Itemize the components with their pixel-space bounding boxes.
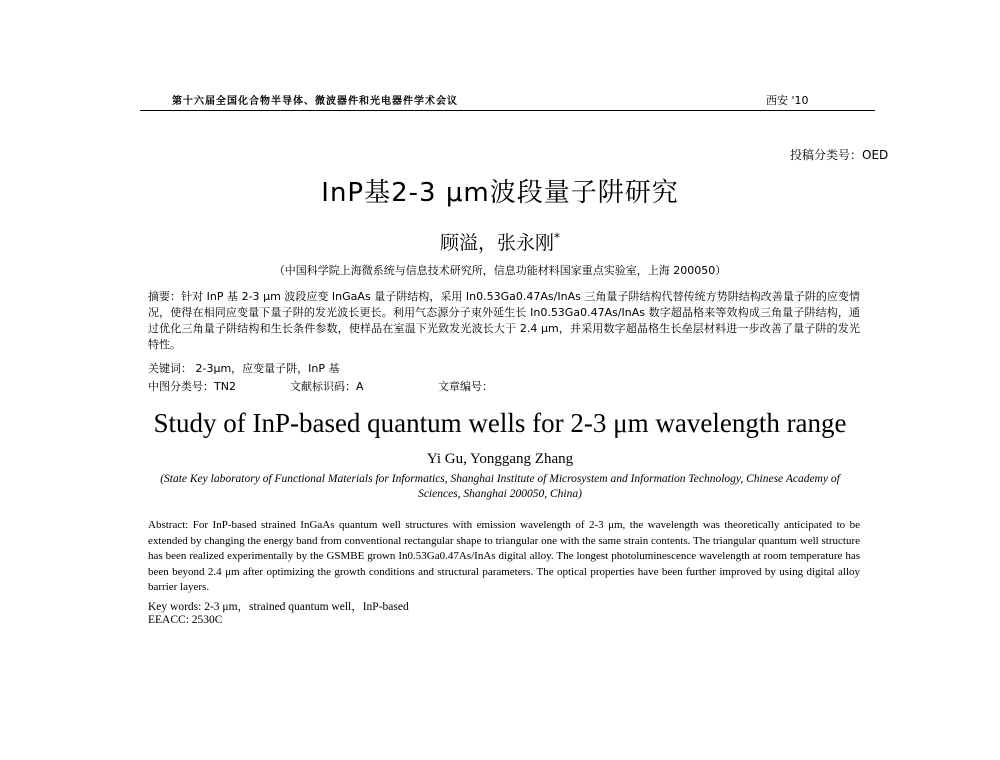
header-rule bbox=[140, 110, 875, 111]
chinese-affiliation: （中国科学院上海微系统与信息技术研究所，信息功能材料国家重点实验室，上海 200050） bbox=[273, 264, 727, 277]
conference-location: 西安 '10 bbox=[766, 94, 809, 107]
corresponding-author-mark: * bbox=[554, 230, 560, 245]
conference-header: 第十六届全国化合物半导体、微波器件和光电器件学术会议 bbox=[172, 96, 458, 107]
english-abstract: Abstract: For InP-based strained InGaAs quantum well structures with emission wavelength of 2-3 μm, the wavelength was theoretically anticipated to be extended by changing the energy band from conventional rectangular shape to triangular one with the same strain contents. The triangular quantum well structure has been realized experimentally by the GSMBE grown In0.53Ga0.47As/InAs digital alloy. The longest photoluminescence wavelength at room temperature has been beyond 2.4 μm after optimizing the growth conditions and structural parameters. The optical properties have been further improved by using digital alloy barrier layers. bbox=[148, 519, 860, 593]
document-code: 文献标识码：A bbox=[290, 380, 364, 393]
chinese-title: InP基2-3 μm波段量子阱研究 bbox=[321, 178, 679, 208]
eeacc-code: EEACC: 2530C bbox=[148, 614, 223, 626]
english-title: Study of InP-based quantum wells for 2-3 μm wavelength range bbox=[153, 408, 847, 438]
english-authors: Yi Gu, Yonggang Zhang bbox=[426, 451, 574, 467]
english-affiliation: (State Key laboratory of Functional Materials for Informatics, Shanghai Institute of Microsystem and Information Technology, Chinese Academy of Sciences, Shanghai 200050, China) bbox=[160, 473, 840, 500]
chinese-keywords: 关键词： 2-3μm，应变量子阱，InP 基 bbox=[148, 362, 340, 375]
article-number: 文章编号： bbox=[438, 380, 493, 393]
chinese-classification-line bbox=[148, 378, 493, 394]
english-keywords: Key words: 2-3 μm，strained quantum well，InP-based bbox=[148, 601, 409, 613]
chinese-author-names: 顾溢，张永刚 bbox=[439, 232, 554, 254]
clc-number: 中图分类号：TN2 bbox=[148, 380, 236, 393]
chinese-abstract: 摘要：针对 InP 基 2-3 μm 波段应变 InGaAs 量子阱结构，采用 In0.53Ga0.47As/InAs 三角量子阱结构代替传统方势阱结构改善量子阱的应变情况，使得在相同应变量下量子阱的发光波长更长。利用气态源分子束外延生长 In0.53Ga0.47As/InAs 数字超晶格来等效构成三角量子阱结构，通过优化三角量子阱结构和生长条件参数，使样品在室温下光致发光波长大于 2.4 μm，并采用数字超晶格生长垒层材料进一步改善了量子阱的发光特性。 bbox=[148, 290, 860, 351]
manuscript-class: 投稿分类号：OED bbox=[790, 148, 889, 162]
chinese-authors bbox=[0, 228, 1000, 255]
